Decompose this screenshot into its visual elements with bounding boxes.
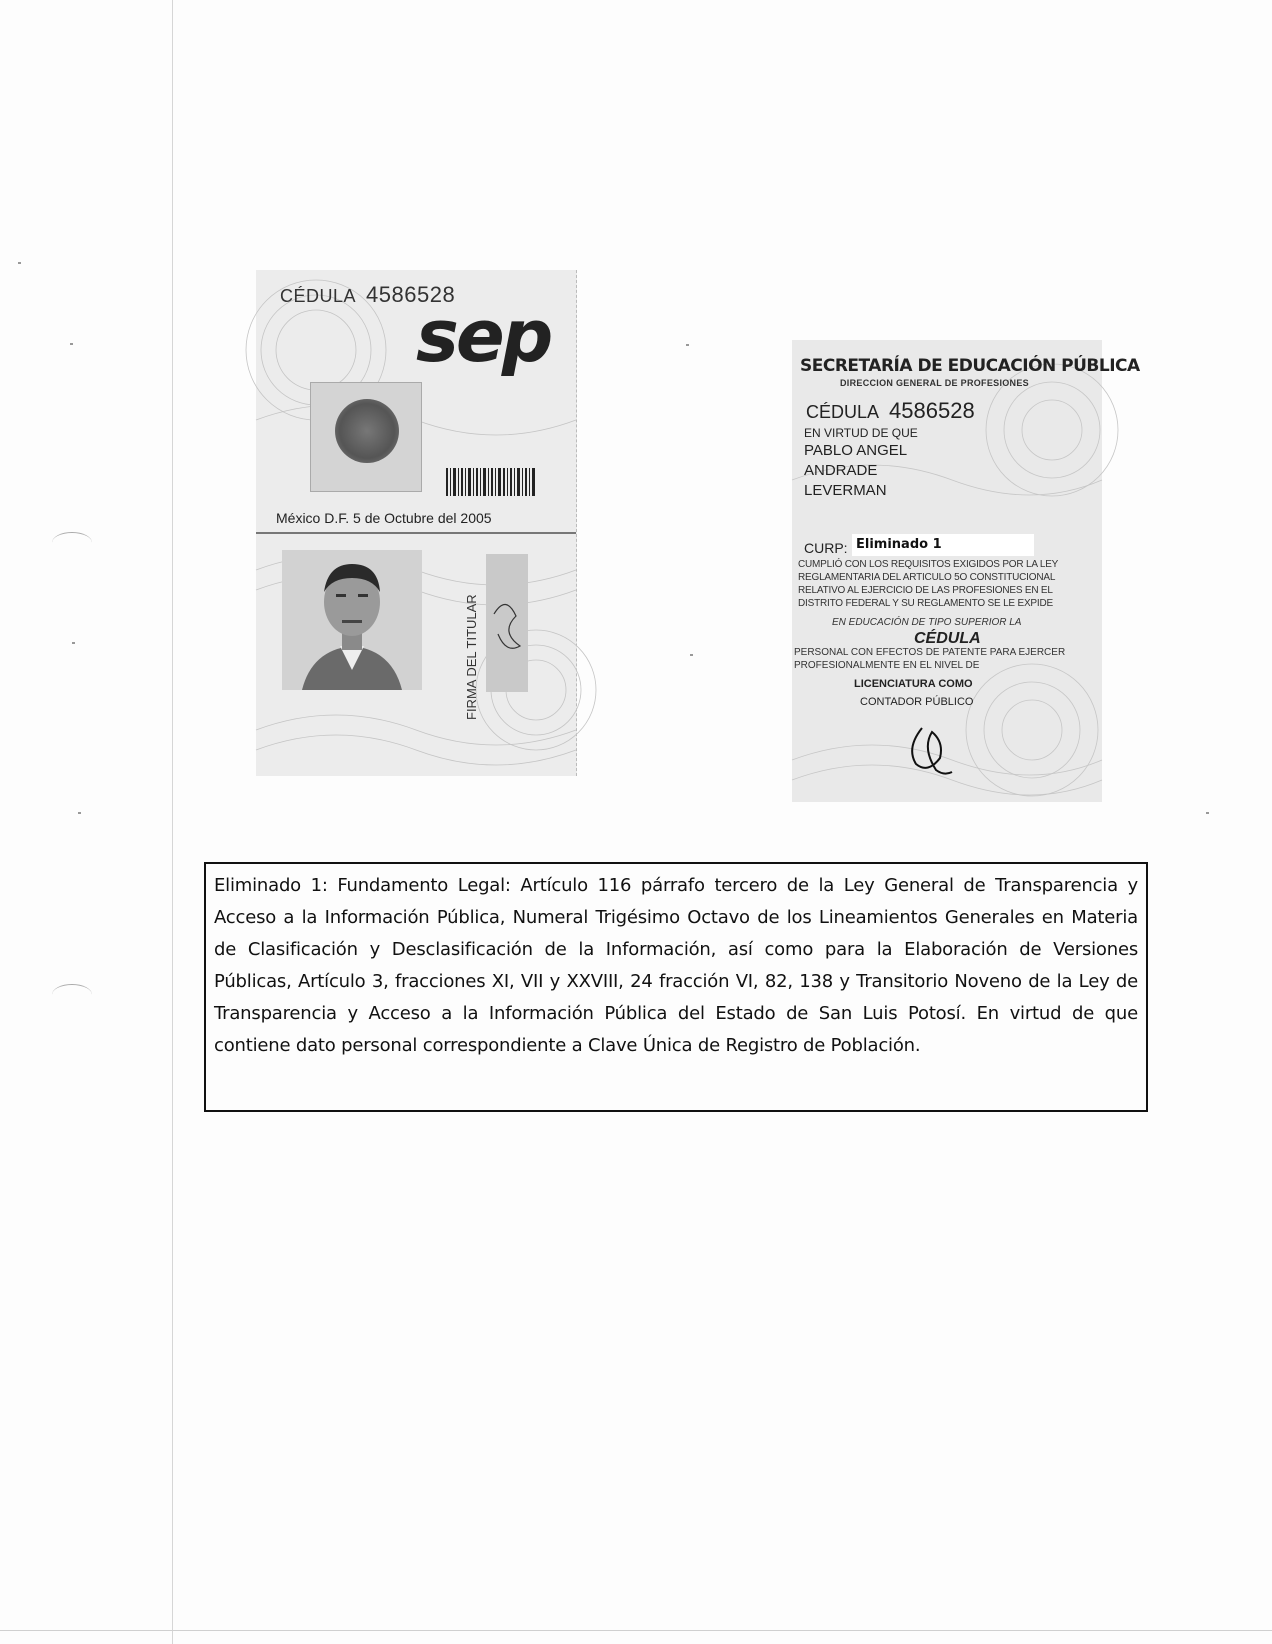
holder-first-name: PABLO ANGEL (804, 442, 908, 459)
hologram-seal (310, 382, 422, 492)
holder-last-name-2: LEVERMAN (804, 482, 887, 499)
scan-mark (52, 532, 92, 553)
seal-emblem (335, 399, 399, 463)
cedula-back-card (792, 340, 1140, 802)
curp-redaction: Eliminado 1 (852, 534, 1034, 556)
degree-level: LICENCIATURA COMO (854, 678, 973, 690)
legal-basis-box (204, 862, 1148, 1112)
front-cedula-label: CÉDULA (280, 286, 357, 306)
holder-last-name-1: ANDRADE (804, 462, 878, 479)
institution-name: SECRETARÍA DE EDUCACIÓN PÚBLICA (800, 356, 1140, 376)
scan-speck (686, 344, 689, 346)
signature-label: FIRMA DEL TITULAR (464, 594, 479, 720)
front-cedula-number: 4586528 (366, 282, 456, 307)
direction-name: DIRECCION GENERAL DE PROFESIONES (840, 378, 1029, 388)
scan-speck (78, 812, 81, 814)
scan-speck (70, 343, 73, 345)
scan-speck (690, 654, 693, 656)
profession-title: CONTADOR PÚBLICO (860, 696, 974, 708)
page-bottom-line (0, 1630, 1272, 1631)
back-cedula-number: 4586528 (889, 398, 975, 423)
back-cedula-label: CÉDULA (806, 402, 880, 422)
en-virtud-text: EN VIRTUD DE QUE (804, 426, 918, 440)
curp-label: CURP: (804, 540, 848, 556)
back-cedula (806, 398, 975, 424)
holder-photo (282, 550, 422, 690)
education-type: EN EDUCACIÓN DE TIPO SUPERIOR LA (832, 617, 1022, 628)
patent-effects-text: PERSONAL CON EFECTOS DE PATENTE PARA EJERCER PROFESIONALMENTE EN EL NIVEL DE (794, 647, 1066, 671)
scan-speck (18, 262, 21, 264)
holder-signature (486, 554, 528, 692)
legal-basis-text: Eliminado 1: Fundamento Legal: Artículo 116 párrafo tercero de la Ley General de Transparencia y Acceso a la Información Pública, Numeral Trigésimo Octavo de los Lineamientos Generales en Materia de Clasificación y Desclasificación de la Información, así como para la Elaboración de Versiones Públicas, Artículo 3, fracciones XI, VII y XXVIII, 24 fracción VI, 82, 138 y Transitorio Noveno de la Ley de Transparencia y Acceso a la Información Pública del Estado de San Luis Potosí. En virtud de que contiene dato personal correspondiente a Clave Única de Registro de Población. (214, 875, 1138, 1056)
card-divider (256, 532, 576, 534)
issue-date: México D.F. 5 de Octubre del 2005 (276, 510, 492, 526)
legal-requirements-text: CUMPLIÓ CON LOS REQUISITOS EXIGIDOS POR LA LEY REGLAMENTARIA DEL ARTICULO 5O CONSTITUCIONAL RELATIVO AL EJERCICIO DE LAS PROFESIONES EN EL DISTRITO FEDERAL Y SU REGLAMENTO SE LE EXPIDE (798, 559, 1058, 609)
signature-box (486, 554, 528, 692)
scan-speck (1206, 812, 1209, 814)
cedula-front-card (256, 270, 577, 776)
barcode (446, 468, 538, 496)
cedula-word: CÉDULA (914, 630, 981, 647)
page-margin-line (172, 0, 173, 1644)
official-signature (892, 718, 972, 778)
sep-logo: sep (416, 294, 551, 378)
scan-mark (52, 984, 92, 1005)
scan-speck (72, 642, 75, 644)
